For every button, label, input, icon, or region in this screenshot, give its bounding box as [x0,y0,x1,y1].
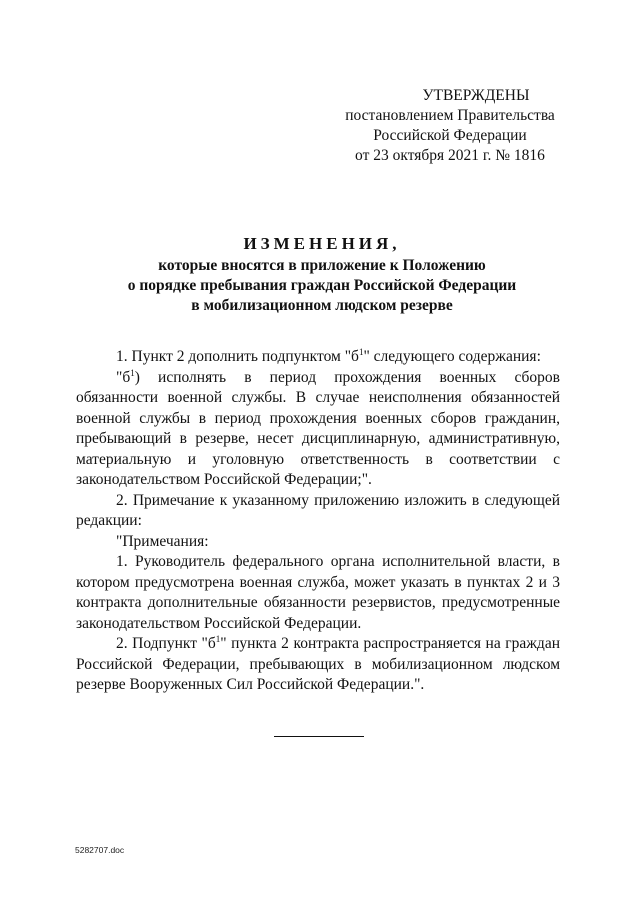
heading-title: ИЗМЕНЕНИЯ, [243,234,401,253]
paragraph-note-2: 2. Подпункт "$б^1$" пункта 2 контракта распространяется на граждан Российской Федерации, пребывающих в мобилизационном людском резерве Вооруженных Сил Российской Федерации.". [76,633,560,693]
approval-stamp [335,86,565,166]
approval-line: Российской Федерации [373,127,527,144]
closing-divider [274,736,364,737]
document-file-code: 5282707.doc [75,845,125,855]
document-body [76,347,560,696]
approval-title: УТВЕРЖДЕНЫ [422,87,530,104]
paragraph-subitem-b1: "$б^1$) исполнять в период прохождения военных сборов обязанности военной службы. В случае неисполнения обязанностей военной службы в период прохождения военных сборов гражданин, пребывающий в резерве, несет дисциплинарную, административную, материальную и уголовную ответственность в соответствии с законодательством Российской Федерации;". [76,367,560,488]
approval-line: от 23 октября 2021 г. № 1816 [355,147,545,164]
paragraph-item-1: 1. Пункт 2 дополнить подпунктом "$б^1$" следующего содержания: [116,346,541,365]
approval-line: постановлением Правительства [345,107,555,124]
heading-subtitle-line: в мобилизационном людском резерве [191,297,453,314]
document-heading [80,232,564,316]
heading-subtitle-line: о порядке пребывания граждан Российской Федерации [127,277,517,294]
paragraph-item-2: 2. Примечание к указанному приложению изложить в следующей редакции: [76,491,560,529]
paragraph-note-1: 1. Руководитель федерального органа исполнительной власти, в котором предусмотрена военная служба, может указать в пунктах 2 и 3 контракта дополнительные обязанности резервистов, предусмотренные законодательством Российской Федерации. [76,553,560,632]
paragraph-notes-title: "Примечания: [116,532,209,550]
heading-subtitle-line: которые вносятся в приложение к Положению [158,257,486,274]
